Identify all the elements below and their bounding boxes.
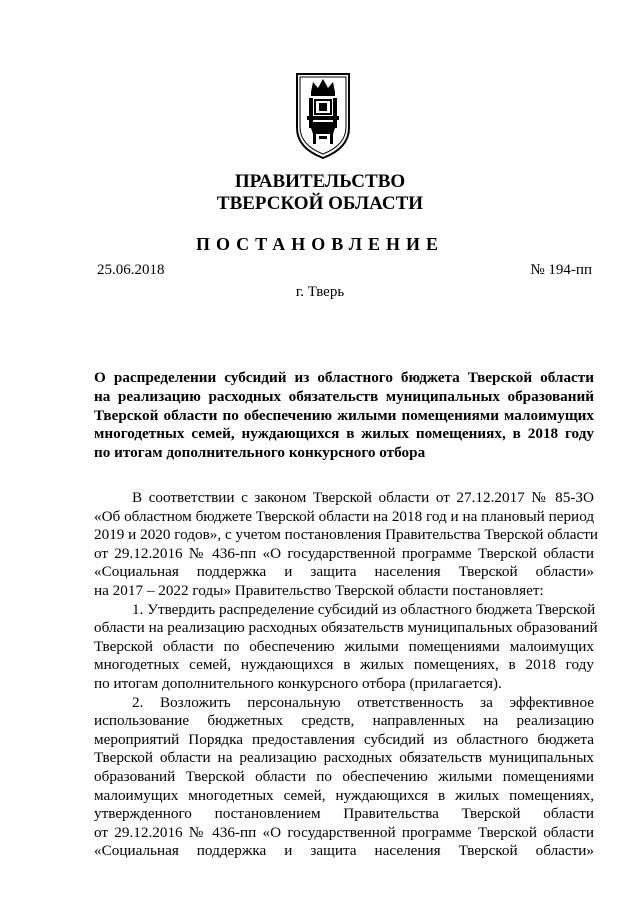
- title-line: на реализацию расходных обязательств муниципальных образований: [94, 387, 594, 405]
- body-line: Тверской области по обеспечению жилыми помещениями малоимущих: [94, 637, 594, 655]
- body-line: мероприятий Порядка предоставления субсидий из областного бюджета: [94, 730, 594, 748]
- tver-coat-of-arms-icon: [293, 70, 353, 160]
- body-line: 2019 и 2020 годов», с учетом постановления Правительства Тверской области: [94, 526, 599, 544]
- body-line: «Социальная поддержка и защита населения Тверской области»: [94, 563, 594, 581]
- body-line: по итогам дополнительного конкурсного отбора (прилагается).: [94, 674, 502, 692]
- document-city: г. Тверь: [295, 284, 345, 300]
- body-line: от 29.12.2016 № 436-пп «О государственной программе Тверской области: [94, 544, 594, 562]
- title-line: О распределении субсидий из областного бюджета Тверской области: [94, 369, 594, 386]
- document-number: № 194-пп: [530, 262, 592, 278]
- body-line: «Об областном бюджете Тверской области на 2018 год и на плановый период: [94, 507, 595, 525]
- body-line: образований Тверской области по обеспечению жилыми помещениями: [94, 767, 594, 785]
- body-line: В соответствии с законом Тверской области от 27.12.2017 № 85-ЗО: [132, 489, 594, 506]
- body-line: многодетных семей, нуждающихся в жилых помещениях, в 2018 году: [94, 656, 594, 674]
- body-line: от 29.12.2016 № 436-пп «О государственной программе Тверской области: [94, 823, 594, 841]
- document-type: ПОСТАНОВЛЕНИЕ: [195, 234, 445, 254]
- organization-name-line2: ТВЕРСКОЙ ОБЛАСТИ: [216, 193, 424, 214]
- body-line: малоимущих многодетных семей, нуждающихся в жилых помещениях,: [94, 786, 594, 804]
- title-line: по итогам дополнительного конкурсного отбора: [94, 444, 426, 462]
- body-line: «Социальная поддержка и защита населения Тверской области»: [94, 842, 594, 860]
- title-line: Тверской области по обеспечению жилыми помещениями малоимущих: [94, 406, 594, 424]
- body-line: области на реализацию расходных обязательств муниципальных образований: [94, 619, 598, 637]
- body-line: утвержденного постановлением Правительства Тверской области: [94, 805, 594, 823]
- body-line: Тверской области на реализацию расходных обязательств муниципальных: [94, 749, 594, 767]
- document-title: [94, 369, 594, 463]
- body-line: использование бюджетных средств, направленных на реализацию: [94, 712, 594, 730]
- title-line: многодетных семей, нуждающихся в жилых помещениях, в 2018 году: [94, 425, 594, 443]
- body-line: 2. Возложить персональную ответственность за эффективное: [132, 693, 594, 711]
- body-line: 1. Утвердить распределение субсидий из областного бюджета Тверской: [132, 600, 596, 618]
- body-line: на 2017 – 2022 годы» Правительство Тверской области постановляет:: [94, 581, 544, 599]
- document-body: [94, 489, 599, 861]
- organization-name-line1: ПРАВИТЕЛЬСТВО: [234, 171, 406, 192]
- document-date: 25.06.2018: [97, 262, 165, 278]
